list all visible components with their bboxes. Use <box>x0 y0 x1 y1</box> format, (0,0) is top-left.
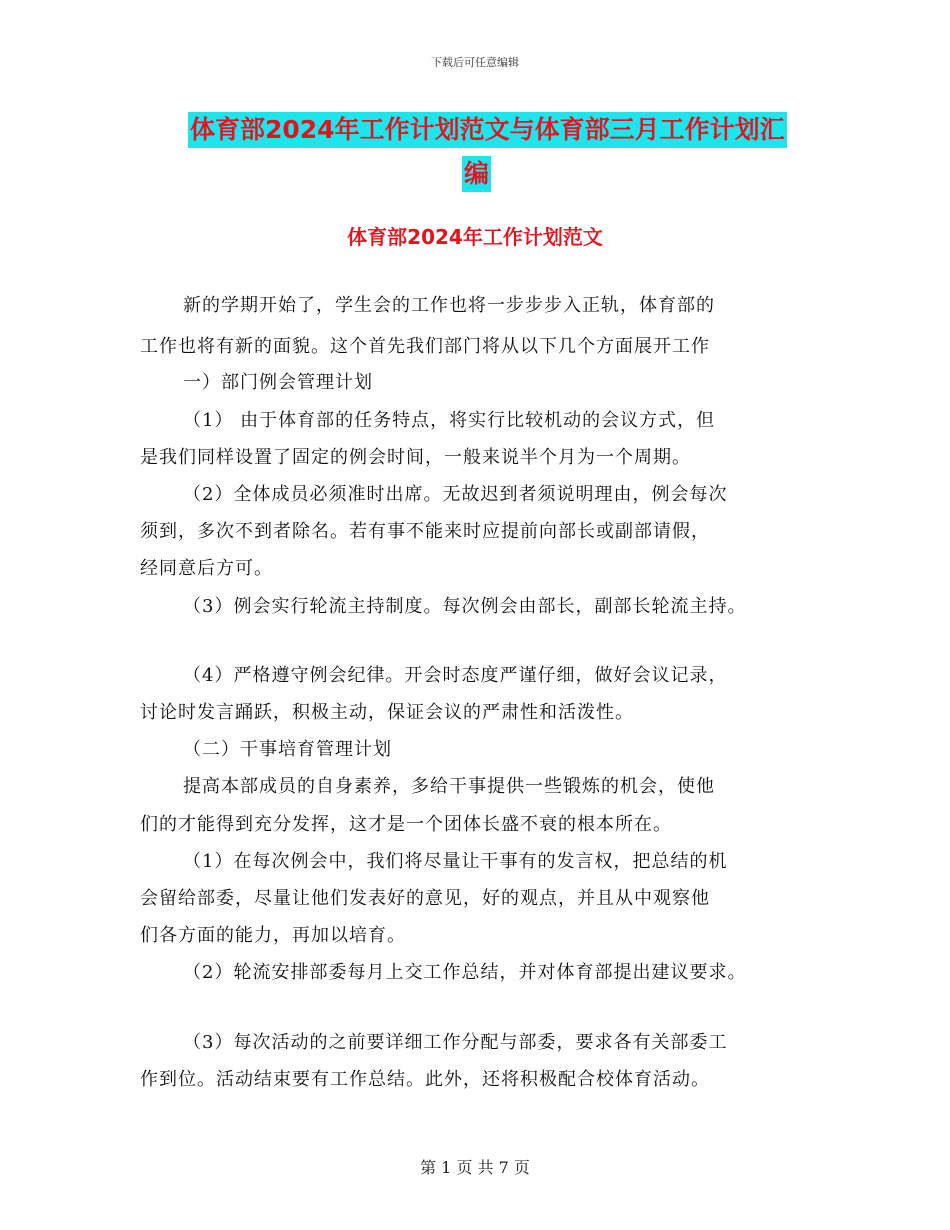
paragraph-line: （1）在每次例会中，我们将尽量让干事有的发言权，把总结的机 <box>183 851 728 872</box>
section-title: 体育部2024年工作计划范文 <box>347 225 603 249</box>
paragraph-line: 工作也将有新的面貌。这个首先我们部门将从以下几个方面展开工作 <box>140 336 710 357</box>
paragraph-line: （二）干事培育管理计划 <box>183 739 392 760</box>
paragraph-line: （3）例会实行轮流主持制度。每次例会由部长，副部长轮流主持。 <box>183 596 747 617</box>
paragraph-line: 作到位。活动结束要有工作总结。此外，还将积极配合校体育活动。 <box>140 1069 710 1090</box>
paragraph-line: （2）全体成员必须准时出席。无故迟到者须说明理由，例会每次 <box>183 484 728 505</box>
paragraph-line: 会留给部委，尽量让他们发表好的意见，好的观点，并且从中观察他 <box>140 888 710 909</box>
paragraph-line: 经同意后方可。 <box>140 558 273 579</box>
main-title-line-1: 体育部2024年工作计划范文与体育部三月工作计划汇 <box>188 112 787 148</box>
paragraph-line: 须到，多次不到者除名。若有事不能来时应提前向部长或副部请假， <box>140 521 710 542</box>
paragraph-line: （4）严格遵守例会纪律。开会时态度严谨仔细，做好会议记录， <box>183 665 728 686</box>
paragraph-line: 新的学期开始了，学生会的工作也将一步步步入正轨，体育部的 <box>183 295 715 316</box>
paragraph-line: （1） 由于体育部的任务特点，将实行比较机动的会议方式，但 <box>183 410 716 431</box>
paragraph-line: 讨论时发言踊跃，积极主动，保证会议的严肃性和活泼性。 <box>140 702 634 723</box>
paragraph-line: 们的才能得到充分发挥，这才是一个团体长盛不衰的根本所在。 <box>140 814 672 835</box>
paragraph-line: 是我们同样设置了固定的例会时间，一般来说半个月为一个周期。 <box>140 447 691 468</box>
paragraph-line: 提高本部成员的自身素养，多给干事提供一些锻炼的机会，使他 <box>183 776 715 797</box>
paragraph-line: （3）每次活动的之前要详细工作分配与部委，要求各有关部委工 <box>183 1032 728 1053</box>
paragraph-line: 一）部门例会管理计划 <box>183 372 373 393</box>
paragraph-line: （2）轮流安排部委每月上交工作总结，并对体育部提出建议要求。 <box>183 962 747 983</box>
paragraph-line: 们各方面的能力，再加以培育。 <box>140 925 406 946</box>
main-title-line-2: 编 <box>462 156 491 192</box>
page-footer: 第 1 页 共 7 页 <box>420 1158 530 1177</box>
header-note: 下载后可任意编辑 <box>431 56 519 69</box>
